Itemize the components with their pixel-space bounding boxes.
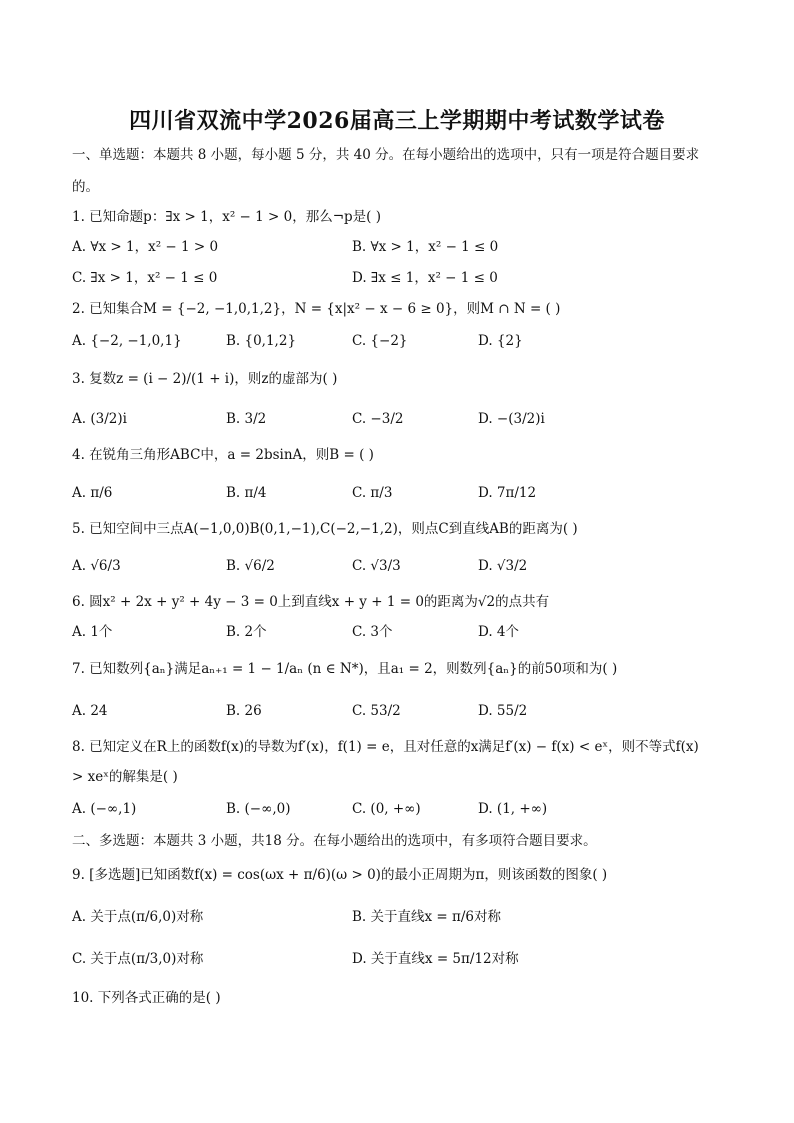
q1-option-b: B. ∀x > 1，x² − 1 ≤ 0 — [352, 239, 499, 255]
q1-option-a: A. ∀x > 1，x² − 1 > 0 — [72, 239, 219, 255]
q6-option-c: C. 3个 — [352, 624, 393, 640]
q9-option-b: B. 关于直线x = π/6对称 — [352, 909, 502, 925]
q5-option-d: D. √3/2 — [478, 558, 528, 574]
q3-option-c: C. −3/2 — [352, 411, 404, 427]
q2-option-d: D. {2} — [478, 333, 523, 349]
q1-stem: 1. 已知命题p：∃x > 1，x² − 1 > 0，那么¬p是( ) — [72, 209, 382, 225]
q6-option-b: B. 2个 — [226, 624, 267, 640]
q8-option-c: C. (0, +∞) — [352, 801, 421, 817]
q5-option-a: A. √6/3 — [72, 558, 121, 574]
q3-stem: 3. 复数z = (i − 2)/(1 + i)，则z的虚部为( ) — [72, 371, 338, 387]
q7-stem: 7. 已知数列{aₙ}满足aₙ₊₁ = 1 − 1/aₙ (n ∈ N*)，且a₁ = 2，则数列{aₙ}的前50项和为( ) — [72, 661, 618, 677]
q6-option-a: A. 1个 — [72, 624, 113, 640]
q9-stem: 9. [多选题]已知函数f(x) = cos(ωx + π/6)(ω > 0)的最小正周期为π，则该函数的图象( ) — [72, 867, 608, 883]
q5-option-b: B. √6/2 — [226, 558, 275, 574]
q7-option-d: D. 55/2 — [478, 703, 528, 719]
q8-stem-cont: > xeˣ的解集是( ) — [72, 769, 178, 785]
q7-option-b: B. 26 — [226, 703, 262, 719]
section1-heading-cont: 的。 — [72, 179, 99, 195]
q1-option-c: C. ∃x > 1，x² − 1 ≤ 0 — [72, 270, 218, 286]
q8-option-a: A. (−∞,1) — [72, 801, 137, 817]
q2-option-c: C. {−2} — [352, 333, 408, 349]
q3-option-b: B. 3/2 — [226, 411, 267, 427]
q4-stem: 4. 在锐角三角形ABC中，a = 2bsinA，则B = ( ) — [72, 447, 374, 463]
q4-option-b: B. π/4 — [226, 485, 267, 501]
q9-option-d: D. 关于直线x = 5π/12对称 — [352, 951, 519, 967]
q3-option-a: A. (3/2)i — [72, 411, 127, 427]
page-title: 四川省双流中学2026届高三上学期期中考试数学试卷 — [129, 108, 665, 134]
q4-option-d: D. 7π/12 — [478, 485, 537, 501]
q7-option-c: C. 53/2 — [352, 703, 401, 719]
q8-option-b: B. (−∞,0) — [226, 801, 291, 817]
q7-option-a: A. 24 — [72, 703, 108, 719]
q9-option-a: A. 关于点(π/6,0)对称 — [72, 909, 204, 925]
q2-option-a: A. {−2, −1,0,1} — [72, 333, 182, 349]
q10-stem: 10. 下列各式正确的是( ) — [72, 990, 221, 1006]
q6-stem: 6. 圆x² + 2x + y² + 4y − 3 = 0上到直线x + y + 1 = 0的距离为√2的点共有 — [72, 594, 550, 610]
q3-option-d: D. −(3/2)i — [478, 411, 545, 427]
q1-option-d: D. ∃x ≤ 1，x² − 1 ≤ 0 — [352, 270, 498, 286]
q4-option-c: C. π/3 — [352, 485, 393, 501]
q4-option-a: A. π/6 — [72, 485, 113, 501]
q5-stem: 5. 已知空间中三点A(−1,0,0)B(0,1,−1),C(−2,−1,2)，则点C到直线AB的距离为( ) — [72, 521, 578, 537]
q9-option-c: C. 关于点(π/3,0)对称 — [72, 951, 204, 967]
q2-stem: 2. 已知集合M = {−2, −1,0,1,2}，N = {x|x² − x − 6 ≥ 0}，则M ∩ N = ( ) — [72, 301, 561, 317]
q8-option-d: D. (1, +∞) — [478, 801, 548, 817]
q5-option-c: C. √3/3 — [352, 558, 401, 574]
q2-option-b: B. {0,1,2} — [226, 333, 297, 349]
q8-stem: 8. 已知定义在R上的函数f(x)的导数为f′(x)，f(1) = e，且对任意的x满足f′(x) − f(x) < eˣ，则不等式f(x) — [72, 739, 699, 755]
q6-option-d: D. 4个 — [478, 624, 520, 640]
section1-heading: 一、单选题：本题共 8 小题，每小题 5 分，共 40 分。在每小题给出的选项中，只有一项是符合题目要求 — [72, 147, 700, 163]
section2-heading: 二、多选题：本题共 3 小题，共18 分。在每小题给出的选项中，有多项符合题目要求。 — [72, 833, 597, 849]
